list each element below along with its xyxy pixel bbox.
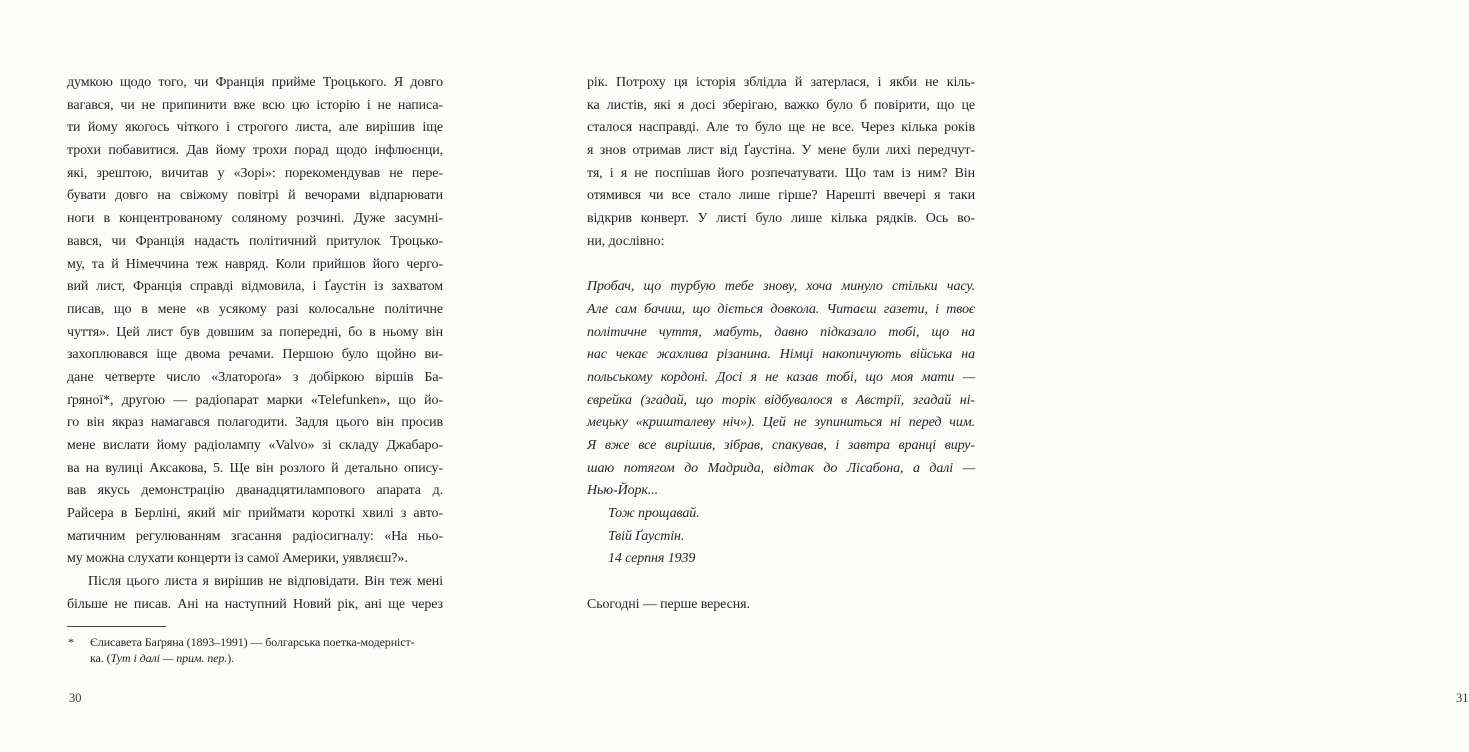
text-line: Сьогодні — перше вересня.: [587, 596, 750, 612]
blank-line: [587, 571, 975, 594]
text-line: політичне чуття, мабуть, давно підказало тобі, що на: [587, 324, 975, 340]
footnote: [67, 626, 443, 667]
page-right: [512, 0, 1469, 752]
text-line: ва на вулиці Аксакова, 5. Ще він розлого й детально опису-: [67, 460, 443, 476]
text-line: ка листів, які я досі зберігаю, важко було б повірити, що це: [587, 97, 975, 113]
text-line: єврейка (згадай, що торік відбувалося в Австрії, згадай ні-: [587, 392, 975, 408]
text-line: му, та й Німеччина теж навряд. Коли прийшов його черго-: [67, 256, 443, 272]
footnote-text: ка. (: [90, 651, 111, 665]
text-line: ґряної*, другою — радіопарат марки «Telefunken», що йо-: [67, 392, 443, 408]
text-line: я знов отримав лист від Ґаустіна. У мене були лихі передчут-: [587, 143, 975, 159]
text-line: польському кордоні. Досі я не казав тобі, що моя мати —: [587, 369, 975, 385]
footnote-body: [67, 634, 443, 667]
footnote-text: Єлисавета Баґряна (1893–1991) — болгарська поетка-модерніст-: [90, 634, 415, 649]
text-line: писав, що в мене «в усякому разі колосальне політичне: [67, 301, 443, 317]
text-line: відкрив конверт. У листі було лише кілька рядків. Ось во-: [587, 211, 975, 227]
text-line: Райсера в Берліні, який міг приймати короткі хвилі з авто-: [67, 506, 443, 522]
text-line: дане четверте число «Златороґа» з добіркою віршів Ба-: [67, 369, 443, 385]
footnote-text: ).: [227, 651, 234, 665]
text-line: нас чекає жахлива різанина. Німці накопичують війська на: [587, 347, 975, 363]
text-line: бувати довго на свіжому повітрі й вечорами відпарювати: [67, 188, 443, 204]
page-number-right: 31: [1456, 691, 1469, 705]
footnote-rule: [67, 626, 166, 627]
text-line: шаю потягом до Мадрида, відтак до Лісабона, а далі —: [587, 460, 975, 476]
page-left: [0, 0, 512, 752]
footnote-line: [90, 634, 443, 651]
blank-line: [587, 254, 975, 277]
text-line: рік. Потроху ця історія зблідла й затерлася, і якби не кіль-: [587, 75, 975, 90]
text-line: Нью-Йорк...: [587, 483, 659, 499]
page-number-left: 30: [69, 691, 82, 705]
text-line: вав якусь демонстрацію дванадцятилампового апарата д.: [67, 483, 443, 499]
text-line: захоплювався іще двома речами. Першою було щойно ви-: [67, 347, 443, 363]
text-line: які, зрештою, вичитав у «Зорі»: порекомендував не пере-: [67, 165, 443, 181]
footnote-line: [90, 650, 443, 667]
text-line: го він якраз намагався полагодити. Задля цього він просив: [67, 415, 443, 431]
text-line: більше не писав. Ані на наступний Новий рік, ані ще через: [67, 596, 443, 612]
page-left-text-column: [67, 72, 443, 667]
text-line: Пробач, що турбую тебе знову, хоча минуло стільки часу.: [587, 279, 975, 295]
text-line: вався, чи Франція надасть політичний притулок Троцько-: [67, 233, 443, 249]
footnote-marker: *: [68, 634, 74, 649]
text-line: Твій Ґаустін.: [608, 528, 685, 544]
text-line: матичним регулюванням згасання радіосигналу: «На ньо-: [67, 528, 443, 544]
text-line: Тож прощавай.: [608, 506, 700, 522]
text-line: думкою щодо того, чи Франція прийме Троцького. Я довго: [67, 75, 443, 90]
text-line: Але сам бачиш, що діється довкола. Читаєш газети, і твоє: [587, 301, 975, 317]
text-line: чуття». Цей лист був довшим за попередні, бо в ньому він: [67, 324, 443, 340]
text-line: тя, і я не поспішав його розпечатувати. Що там із ним? Він: [587, 165, 975, 181]
text-line: трохи побавитися. Дав йому трохи порад щодо інфлюєнци,: [67, 143, 443, 159]
text-line: му можна слухати концерти із самої Америки, уявляєш?».: [67, 551, 408, 567]
text-line: ноги в концентрованому соляному розчині. Дуже засумні-: [67, 211, 443, 227]
text-line: мене вислати йому радіолампу «Valvo» зі складу Джабаро-: [67, 438, 443, 453]
text-line: сталося насправді. Але то було ще не все. Через кілька років: [587, 120, 975, 136]
text-line: отямився чи все стало лише гірше? Нарешті ввечері я таки: [587, 188, 975, 204]
text-line: 14 серпня 1939: [608, 551, 696, 567]
text-line: ти йому якогось чіткого і строгого листа, але вирішив іще: [67, 120, 443, 136]
text-line: ни, дослівно:: [587, 233, 665, 249]
text-line: Після цього листа я вирішив не відповідати. Він теж мені: [88, 574, 443, 590]
text-line: вагався, чи не припинити вже всю цю історію і не написа-: [67, 97, 443, 113]
footnote-italic-text: Тут і далі — прим. пер.: [110, 651, 228, 665]
text-line: вий лист, Франція справді відмовила, і Ґаустін із захватом: [67, 279, 443, 295]
text-line: мецьку «кришталеву ніч»). Цей не зупиниться ні перед чим.: [587, 415, 975, 431]
text-line: Я вже все вирішив, зібрав, спакував, і завтра вранці виру-: [587, 438, 975, 453]
page-right-text-column: [587, 72, 975, 617]
